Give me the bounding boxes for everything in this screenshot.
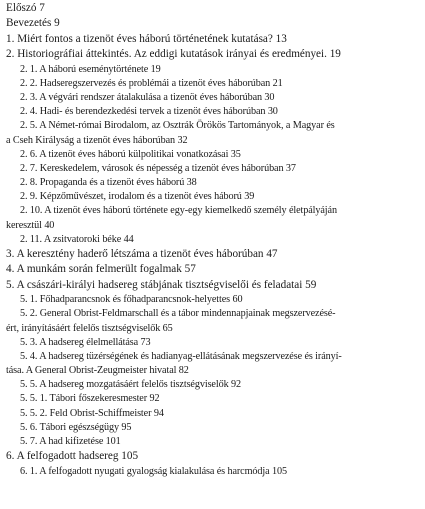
toc-section-entry: 2. 3. A végvári rendszer átalakulása a tizenöt éves háborúban 30 bbox=[20, 91, 275, 103]
toc-section-entry: ért, irányításáért felelős tisztségviselők 65 bbox=[6, 322, 173, 334]
toc-section-entry: 5. 3. A hadsereg élelmellátása 73 bbox=[20, 336, 151, 348]
toc-section-entry: 2. 6. A tizenöt éves háború külpolitikai vonatkozásai 35 bbox=[20, 148, 241, 160]
toc-chapter-entry: 3. A keresztény haderő létszáma a tizenöt éves háborúban 47 bbox=[6, 248, 278, 260]
toc-chapter-entry: 6. A felfogadott hadsereg 105 bbox=[6, 450, 139, 463]
toc-chapter-entry: Előszó 7 bbox=[6, 2, 45, 14]
toc-section-entry: 2. 10. A tizenöt éves háború története egy-egy kiemelkedő személy életpályáján bbox=[20, 205, 337, 217]
toc-section-entry: 2. 8. Propaganda és a tizenöt éves háború 38 bbox=[20, 177, 197, 189]
toc-section-entry: 5. 5. A hadsereg mozgatásáért felelős tisztségviselők 92 bbox=[20, 379, 242, 391]
toc-section-entry: keresztül 40 bbox=[6, 219, 55, 231]
toc-section-entry: 2. 2. Hadseregszervezés és problémái a tizenöt éves háborúban 21 bbox=[20, 77, 283, 89]
toc-section-entry: 5. 5. 1. Tábori főszekeresmester 92 bbox=[20, 393, 160, 405]
toc-section-entry: 5. 7. A had kifizetése 101 bbox=[20, 436, 121, 448]
toc-chapter-entry: 4. A munkám során felmerült fogalmak 57 bbox=[6, 263, 196, 276]
toc-section-entry: tása. A General Obrist-Zeugmeister hivatal 82 bbox=[6, 365, 189, 377]
toc-chapter-entry: 2. Historiográfiai áttekintés. Az eddigi kutatások irányai és eredményei. 19 bbox=[6, 48, 341, 61]
toc-section-entry: 5. 1. Főhadparancsnok és főhadparancsnok-helyettes 60 bbox=[20, 294, 243, 306]
toc-chapter-entry: 5. A császári-királyi hadsereg stábjának tisztségviselői és feladatai 59 bbox=[6, 278, 317, 291]
toc-section-entry: 5. 4. A hadsereg tüzérségének és hadianyag-ellátásának megszervezése és irányí- bbox=[20, 350, 342, 362]
toc-section-entry: 5. 2. General Obrist-Feldmarschall és a tábor mindennapjainak megszervezésé- bbox=[20, 308, 336, 320]
toc-section-entry: 2. 11. A zsitvatoroki béke 44 bbox=[20, 233, 134, 245]
toc-section-entry: 6. 1. A felfogadott nyugati gyalogság kialakulása és harcmódja 105 bbox=[20, 465, 287, 477]
toc-chapter-entry: Bevezetés 9 bbox=[6, 17, 60, 30]
toc-section-entry: 2. 4. Hadi- és berendezkedési tervek a tizenöt éves háborúban 30 bbox=[20, 106, 278, 118]
toc-section-entry: 2. 5. A Német-római Birodalom, az Osztrák Örökös Tartományok, a Magyar és bbox=[20, 120, 335, 132]
toc-chapter-entry: 1. Miért fontos a tizenöt éves háború történetének kutatása? 13 bbox=[6, 32, 287, 45]
toc-section-entry: 2. 1. A háború eseménytörténete 19 bbox=[20, 63, 161, 75]
toc-section-entry: 2. 7. Kereskedelem, városok és népesség a tizenöt éves háborúban 37 bbox=[20, 162, 296, 174]
toc-section-entry: a Cseh Királyság a tizenöt éves háborúban 32 bbox=[6, 134, 188, 146]
toc-section-entry: 5. 6. Tábori egészségügy 95 bbox=[20, 421, 132, 433]
toc-section-entry: 2. 9. Képzőművészet, irodalom és a tizenöt éves háború 39 bbox=[20, 191, 255, 203]
toc-section-entry: 5. 5. 2. Feld Obrist-Schiffmeister 94 bbox=[20, 407, 164, 419]
